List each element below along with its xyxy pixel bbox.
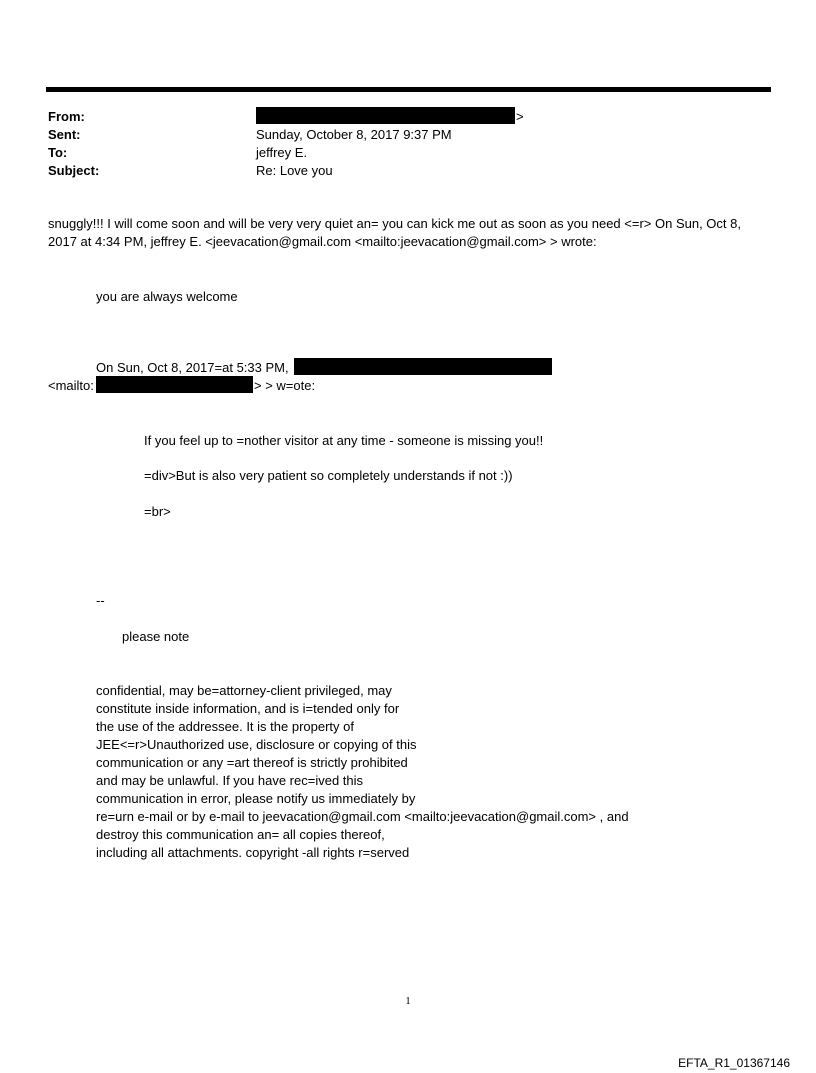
document-id: EFTA_R1_01367146	[678, 1056, 790, 1070]
line-visitor: If you feel up to =nother visitor at any time - someone is missing you!!	[144, 433, 544, 448]
disclaimer-line: JEE<=r>Unauthorized use, disclosure or copying of this	[96, 737, 417, 752]
disclaimer-line: constitute inside information, and is i=tended only for	[96, 701, 400, 716]
mailto-redaction	[96, 376, 253, 393]
signature-separator: --	[96, 593, 105, 608]
sent-label: Sent:	[48, 127, 81, 142]
disclaimer-line: confidential, may be=attorney-client privileged, may	[96, 683, 392, 698]
disclaimer-line: re=urn e-mail or by e-mail to jeevacation@gmail.com <mailto:jeevacation@gmail.com> , and	[96, 809, 629, 824]
quote-mailto-prefix: <mailto:	[48, 378, 94, 393]
quote-header-suffix: > > w=ote:	[254, 378, 316, 393]
page-number: 1	[405, 995, 411, 1007]
to-label: To:	[48, 145, 68, 160]
confidentiality-disclaimer	[96, 682, 629, 862]
from-redaction	[256, 107, 515, 124]
subject-value: Re: Love you	[256, 163, 333, 178]
sent-value: Sunday, October 8, 2017 9:37 PM	[256, 127, 452, 142]
from-suffix: >	[516, 109, 524, 124]
subject-label: Subject:	[48, 163, 100, 178]
header-rule	[46, 87, 771, 92]
disclaimer-line: and may be unlawful. If you have rec=ived this	[96, 773, 364, 788]
from-label: From:	[48, 109, 85, 124]
please-note: please note	[122, 629, 190, 644]
disclaimer-line: the use of the addressee. It is the property of	[96, 719, 354, 734]
to-value: jeffrey E.	[256, 145, 308, 160]
quote-header-prefix: On Sun, Oct 8, 2017=at 5:33 PM,	[96, 360, 289, 375]
reply-text: snuggly!!! I will come soon and will be very very quiet an= you can kick me out as soon as you need <=r> On Sun, Oct 8, 2017 at 4:34 PM, jeffrey E. <jeevacation@gmail.com <mailto:jeevacation@gmail.com> > wrote:	[48, 216, 741, 249]
quote-welcome: you are always welcome	[96, 289, 238, 304]
line-patient: =div>But is also very patient so completely understands if not :))	[144, 468, 513, 483]
line-br: =br>	[144, 504, 171, 519]
sender-redaction	[294, 358, 552, 375]
disclaimer-line: including all attachments. copyright -all rights r=served	[96, 845, 410, 860]
disclaimer-line: communication or any =art thereof is strictly prohibited	[96, 755, 408, 770]
disclaimer-line: destroy this communication an= all copies thereof,	[96, 827, 385, 842]
disclaimer-line: communication in error, please notify us immediately by	[96, 791, 416, 806]
